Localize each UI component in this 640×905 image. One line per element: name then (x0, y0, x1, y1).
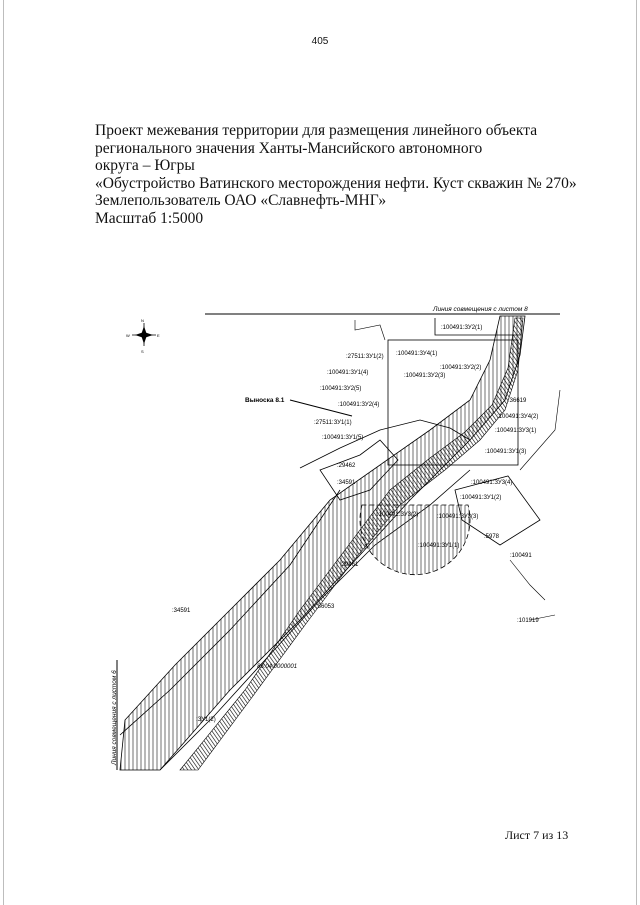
label-36053: :36053 (316, 604, 335, 610)
label-36619: :36619 (508, 398, 527, 404)
label-27511-zu1-2: :27511:ЗУ1(2) (346, 354, 384, 360)
label-zu4-2: :100491:ЗУ4(2) (497, 414, 539, 420)
header-line-2: регионального значения Ханты-Мансийского автономного (95, 139, 483, 157)
parcel-edge-n (355, 320, 385, 340)
compass-w: W (126, 333, 130, 338)
header-line-3: округа – Югры (95, 157, 195, 174)
match-line-top-label: Линия совмещения с листом 8 (433, 306, 528, 313)
label-zu2-3: :100491:ЗУ2(3) (404, 373, 446, 379)
label-block: 86:04:0000001 (257, 664, 298, 670)
label-101919: :101919 (517, 618, 539, 624)
compass-n: N (141, 318, 144, 323)
label-zu2-5: :100491:ЗУ2(5) (320, 386, 362, 392)
compass-rose-icon (126, 318, 160, 354)
label-zu2-1: :100491:ЗУ2(1) (441, 325, 483, 331)
callout-label: Выноска 8.1 (245, 397, 285, 404)
label-zu3-1: :100491:ЗУ3(1) (495, 428, 537, 434)
label-zu1-2: :ЗУ1(2) (196, 717, 216, 723)
label-zu1-2b: :100491:ЗУ1(2) (460, 495, 502, 501)
label-27511-zu1-1: :27511:ЗУ1(1) (314, 420, 352, 426)
compass-s: S (141, 349, 144, 354)
label-29462: :29462 (337, 463, 356, 469)
label-5978: :5978 (484, 534, 500, 540)
label-zu3-3: :100491:ЗУ3(3) (437, 514, 479, 520)
label-zu1-1: :100491:ЗУ1(1) (418, 543, 460, 549)
header-line-1: Проект межевания территории для размещения линейного объекта (95, 122, 538, 139)
compass-e: E (157, 333, 160, 338)
label-100491: :100491 (510, 553, 532, 559)
sheet-number: Лист 7 из 13 (505, 828, 569, 842)
label-zu2-2: :100491:ЗУ2(2) (440, 365, 482, 371)
label-zu1-4: :100491:ЗУ1(4) (327, 370, 369, 376)
parcel-edge-se (510, 560, 545, 600)
match-line-left-label: Линия совмещения с листом 6 (111, 670, 118, 765)
label-zu4-1: :100491:ЗУ4(1) (396, 351, 438, 357)
label-34591-a: :34591 (337, 480, 356, 486)
label-zu3-2: :100491:ЗУ3(2) (377, 512, 419, 518)
label-zu2-4: :100491:ЗУ2(4) (338, 402, 380, 408)
label-zu3-4: :100491:ЗУ3(4) (471, 480, 513, 486)
label-zu1-5: :100491:ЗУ1(5) (322, 435, 364, 441)
label-29461: :29461 (340, 562, 359, 568)
page-number: 405 (311, 36, 329, 47)
label-zu1-3: :100491:ЗУ1(3) (485, 449, 527, 455)
header-line-6: Масштаб 1:5000 (95, 209, 204, 227)
label-34591-b: :34591 (172, 608, 191, 614)
header-line-4: «Обустройство Ватинского месторождения нефти. Куст скважин № 270» (95, 174, 577, 192)
header-line-5: Землепользователь ОАО «Славнефть-МНГ» (95, 192, 387, 209)
